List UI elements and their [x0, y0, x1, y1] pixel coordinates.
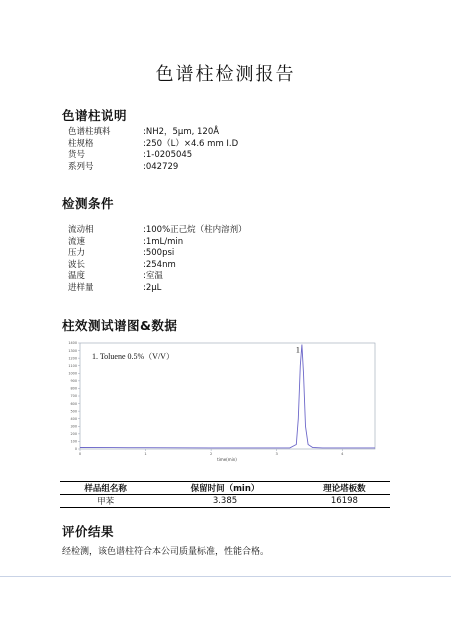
x-tick-label: 2 [209, 452, 213, 456]
row-label: 系列号 [68, 161, 94, 172]
row-label: 色谱柱填料 [68, 127, 111, 137]
row-value: :1-0205045 [143, 150, 193, 161]
row-value: :500psi [143, 248, 175, 259]
section-heading-conditions: 检测条件 [62, 196, 115, 211]
row-value: :100%正己烷（柱内溶剂） [143, 225, 247, 235]
y-tick-label: 700 [70, 394, 77, 399]
y-tick-label: 200 [70, 432, 77, 437]
section-heading-chart: 柱效测试谱图&数据 [62, 318, 178, 333]
y-tick-label: 500 [70, 409, 77, 414]
row-value: :1mL/min [143, 236, 184, 247]
y-tick-label: 1400 [68, 341, 77, 346]
page-title: 色谱柱检测报告 [155, 64, 296, 85]
column-desc-row [68, 127, 238, 139]
row-value: :室温 [143, 271, 163, 282]
y-tick-label: 600 [70, 401, 77, 406]
column-desc-row [68, 150, 238, 162]
row-value: :250（L）×4.6 mm I.D [143, 138, 239, 149]
x-axis [79, 449, 344, 456]
y-tick-label: 1300 [68, 348, 77, 353]
header-sample-name: 样品组名称 [60, 482, 151, 495]
x-tick-label: 4 [341, 452, 344, 456]
y-tick-label: 800 [70, 386, 77, 391]
cell-retention-time: 3.385 [151, 495, 299, 508]
conditions-row [68, 283, 247, 295]
row-label: 温度 [68, 271, 86, 282]
row-value: :2μL [143, 282, 162, 293]
y-tick-label: 1000 [68, 371, 77, 376]
cell-sample-name: 甲苯 [60, 495, 151, 508]
row-value: :NH2，5μm, 120Å [143, 127, 220, 137]
header-theoretical-plates: 理论塔板数 [299, 482, 390, 495]
header-retention-time: 保留时间（min） [151, 482, 299, 495]
column-desc-row [68, 162, 238, 174]
conditions-row [68, 260, 247, 272]
footer-divider [0, 576, 451, 577]
column-desc-list [68, 127, 238, 173]
row-label: 波长 [68, 259, 86, 270]
chromatogram-chart [62, 337, 380, 465]
chart-annotation: 1. Toluene 0.5%（V/V） [92, 352, 174, 361]
chromatogram-svg [62, 337, 380, 465]
y-tick-label: 0 [74, 447, 77, 452]
row-label: 货号 [68, 150, 86, 161]
conditions-row [68, 225, 247, 237]
y-axis [68, 341, 80, 451]
x-tick-label: 3 [275, 452, 278, 456]
conditions-list [68, 225, 247, 295]
row-label: 流速 [68, 236, 86, 247]
conditions-row [68, 248, 247, 260]
conditions-row [68, 237, 247, 249]
x-tick-label: 1 [144, 452, 147, 456]
row-label: 压力 [68, 248, 86, 259]
y-tick-label: 1100 [68, 363, 77, 368]
y-tick-label: 900 [70, 379, 77, 384]
row-label: 进样量 [68, 282, 94, 293]
section-heading-evaluation: 评价结果 [62, 524, 115, 539]
column-desc-row [68, 139, 238, 151]
row-label: 柱规格 [68, 138, 94, 149]
x-axis-label: time(min) [217, 457, 237, 462]
y-tick-label: 100 [70, 439, 77, 444]
conditions-row [68, 271, 247, 283]
row-value: :042729 [143, 161, 179, 172]
results-table [60, 481, 390, 508]
x-tick-label: 0 [78, 452, 82, 456]
evaluation-text: 经检测，该色谱柱符合本公司质量标准，性能合格。 [62, 547, 270, 557]
y-tick-label: 300 [70, 424, 77, 429]
peak-label: 1 [295, 345, 300, 355]
results-header-row [60, 482, 390, 495]
table-row [60, 495, 390, 508]
y-tick-label: 400 [70, 416, 77, 421]
row-label: 流动相 [68, 225, 94, 235]
row-value: :254nm [143, 259, 176, 270]
section-heading-column-desc: 色谱柱说明 [62, 108, 128, 123]
y-tick-label: 1200 [68, 356, 77, 361]
cell-theoretical-plates: 16198 [299, 495, 390, 508]
